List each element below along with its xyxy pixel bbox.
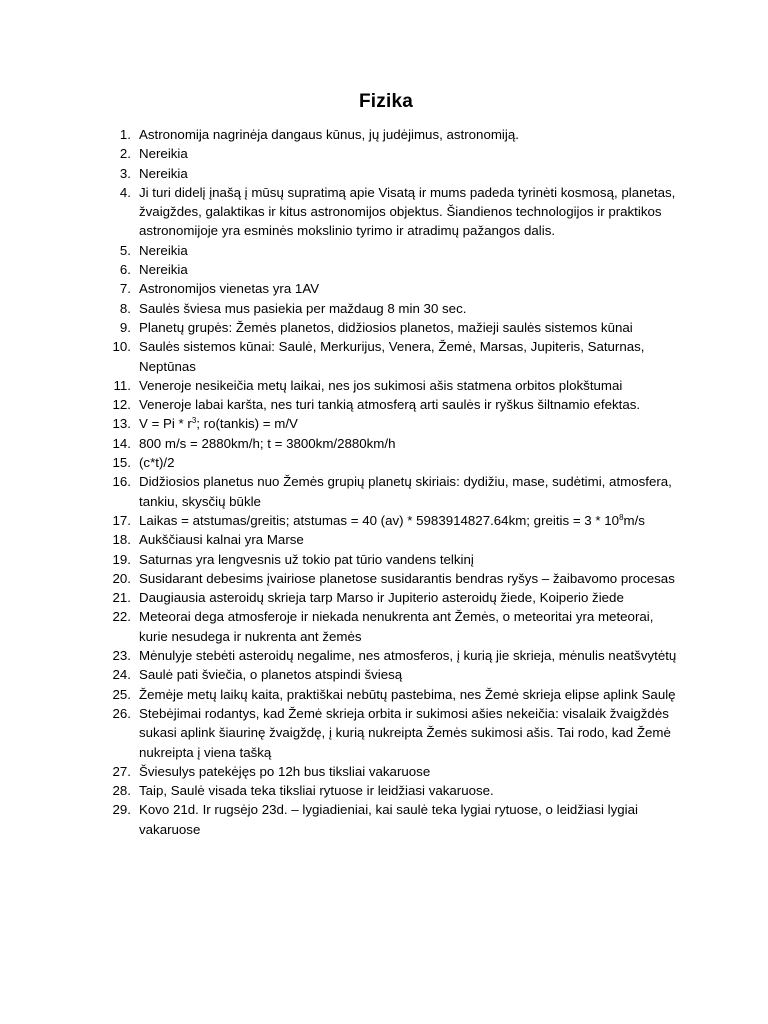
page-title: Fizika: [359, 91, 413, 112]
list-item: [0, 434, 768, 453]
item-number: 28.: [112, 783, 131, 799]
item-number: 1.: [119, 127, 131, 142]
item-text: Nereikia: [139, 262, 188, 278]
list-item: [0, 781, 768, 800]
item-number: 4.: [119, 184, 131, 200]
list-item: [0, 472, 768, 511]
list-item: [0, 414, 768, 433]
item-text: Meteorai dega atmosferoje ir niekada nenukrenta ant Žemės, o meteoritai yra meteorai, kurie nesudega ir nukrenta ant žemės: [139, 609, 654, 644]
item-text: Ji turi didelį įnašą į mūsų supratimą apie Visatą ir mums padeda tyrinėti kosmosą, planetas, žvaigždes, galaktikas ir kitus astronomijos objektus. Šiandienos technologijos ir praktikos astronomijoje yra esminės mokslinio tyrimo ir atradimų pažangos dalis.: [139, 184, 676, 239]
list-item: [0, 144, 768, 163]
list-item: [0, 260, 768, 279]
list-item: [0, 337, 768, 376]
item-text: Veneroje labai karšta, nes turi tankią atmosferą arti saulės ir ryškus šiltnamio efektas.: [139, 397, 641, 413]
item-text: [139, 414, 679, 433]
list-item: [0, 453, 768, 472]
item-text: Astronomijos vienetas yra 1AV: [139, 281, 320, 297]
item-text: Mėnulyje stebėti asteroidų negalime, nes atmosferos, į kurią jie skrieja, mėnulis neatšvytėtų: [139, 648, 677, 664]
item-number: 6.: [119, 262, 131, 278]
list-item: [0, 588, 768, 607]
item-number: 7.: [119, 281, 131, 297]
item-number: 20.: [112, 570, 131, 586]
item-number: 14.: [112, 435, 131, 451]
item-number: 16.: [112, 474, 131, 490]
item-number: 22.: [112, 609, 131, 625]
item-text: Daugiausia asteroidų skrieja tarp Marso ir Jupiterio asteroidų žiede, Koiperio žiede: [139, 590, 624, 606]
list-item: [0, 299, 768, 318]
formula-text-after: ; ro(tankis) = m/V: [196, 416, 298, 432]
superscript-exponent: 3: [191, 416, 197, 426]
list-item: [0, 569, 768, 588]
item-number: 13.: [112, 416, 131, 432]
item-text: Šviesulys patekėjęs po 12h bus tiksliai vakaruose: [139, 763, 431, 779]
item-number: 5.: [119, 242, 131, 258]
list-item: [0, 530, 768, 549]
item-text: Planetų grupės: Žemės planetos, didžiosios planetos, mažieji saulės sistemos kūnai: [139, 319, 633, 335]
item-number: 17.: [112, 512, 131, 528]
item-number: 26.: [112, 705, 131, 721]
item-number: 12.: [112, 397, 131, 413]
item-text: Saulės šviesa mus pasiekia per maždaug 8 min 30 sec.: [139, 300, 467, 316]
item-number: 3.: [119, 165, 131, 181]
item-number: 8.: [119, 300, 131, 316]
item-text: (c*t)/2: [139, 455, 175, 471]
list-item: [0, 665, 768, 684]
item-number: 24.: [112, 667, 131, 683]
list-item: [0, 704, 768, 762]
item-text: Stebėjimai rodantys, kad Žemė skrieja orbita ir sukimosi ašies nekeičia: visalaik žvaigždės sukasi aplink šiaurinę žvaigždę, į kurią nukreipta Žemės sukimosi ašis. Tai rodo, kad Žemė nukreipta į viena tašką: [139, 705, 671, 760]
list-item: [0, 511, 768, 530]
formula-text-before: Laikas = atstumas/greitis; atstumas = 40 (av) * 5983914827.64km; greitis = 3 * 10: [139, 512, 620, 528]
item-text: Didžiosios planetus nuo Žemės grupių planetų skiriais: dydižiu, mase, sudėtimi, atmosfera, tankiu, skysčių būkle: [139, 474, 672, 509]
list-item: [0, 800, 768, 839]
list-item: [0, 685, 768, 704]
formula-text-before: V = Pi * r: [139, 416, 192, 432]
item-number: 11.: [113, 377, 131, 393]
item-number: 29.: [112, 802, 131, 818]
item-number: 10.: [112, 339, 131, 355]
formula-text-after: m/s: [623, 512, 645, 528]
list-item: [0, 762, 768, 781]
item-text: 800 m/s = 2880km/h; t = 3800km/2880km/h: [139, 435, 396, 451]
item-text: Astronomija nagrinėja dangaus kūnus, jų judėjimus, astronomiją.: [139, 127, 519, 142]
item-number: 23.: [112, 648, 131, 664]
item-text: Nereikia: [139, 165, 188, 181]
item-number: 18.: [112, 532, 131, 548]
item-text: Saulės sistemos kūnai: Saulė, Merkurijus, Venera, Žemė, Marsas, Jupiteris, Saturnas, Neptūnas: [139, 339, 645, 374]
list-item: [0, 646, 768, 665]
item-number: 21.: [112, 590, 131, 606]
list-item: [0, 241, 768, 260]
item-text: Aukščiausi kalnai yra Marse: [139, 532, 304, 548]
item-text: Taip, Saulė visada teka tiksliai rytuose ir leidžiasi vakaruose.: [139, 783, 494, 799]
item-number: 2.: [119, 146, 131, 162]
list-item: [0, 395, 768, 414]
item-text: Nereikia: [139, 242, 188, 258]
list-item: [0, 164, 768, 183]
item-text: Saulė pati šviečia, o planetos atspindi šviesą: [139, 667, 403, 683]
item-number: 27.: [112, 763, 131, 779]
item-text: Nereikia: [139, 146, 188, 162]
list-item: [0, 376, 768, 395]
item-text: Žemėje metų laikų kaita, praktiškai nebūtų pastebima, nes Žemė skrieja elipse aplink Saulę: [139, 686, 676, 702]
item-number: 25.: [112, 686, 131, 702]
item-number: 9.: [119, 319, 131, 335]
answer-list: [0, 125, 768, 839]
superscript-exponent: 8: [619, 512, 624, 522]
list-item: [0, 318, 768, 337]
list-item: [0, 279, 768, 298]
item-text: Veneroje nesikeičia metų laikai, nes jos sukimosi ašis statmena orbitos plokštumai: [139, 377, 623, 393]
list-item: [0, 607, 768, 646]
list-item: [0, 550, 768, 569]
item-text: Saturnas yra lengvesnis už tokio pat tūrio vandens telkinį: [139, 551, 474, 567]
item-number: 19.: [112, 551, 131, 567]
item-text: Susidarant debesims įvairiose planetose susidarantis bendras ryšys – žaibavomo procesas: [139, 570, 675, 586]
item-number: 15.: [112, 455, 131, 471]
item-text: Kovo 21d. Ir rugsėjo 23d. – lygiadieniai, kai saulė teka lygiai rytuose, o leidžiasi lygiai vakaruose: [139, 802, 638, 837]
item-text: [139, 511, 679, 530]
list-item: [0, 183, 768, 241]
list-item: [0, 125, 768, 144]
